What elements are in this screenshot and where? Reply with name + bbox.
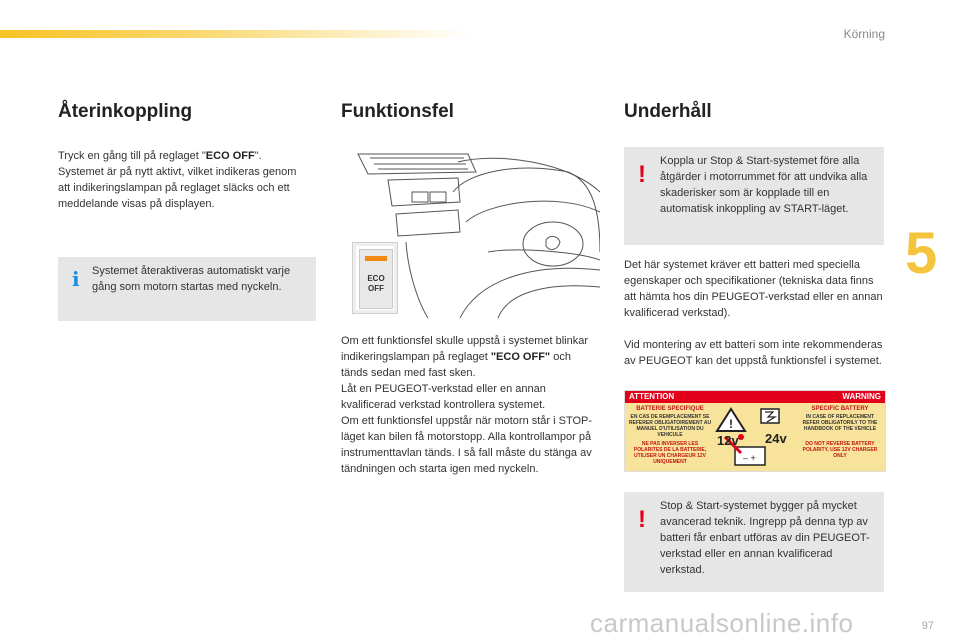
- svg-text:– +: – +: [743, 453, 756, 463]
- col2-paragraph-3: Om ett funktionsfel uppstår när motorn står i STOP-läget kan bilen få motorstopp. Alla kontrollampor på instrumenttavlan tänds. I så fall måste du stänga av tändningen och starta igen med nyckeln.: [341, 415, 593, 475]
- warning-box-1: [624, 147, 884, 245]
- info-icon: i: [72, 267, 80, 291]
- chapter-number: 5: [905, 221, 938, 286]
- col2-paragraph-1: Om ett funktionsfel skulle uppstå i systemet blinkar indikeringslampan på reglaget "ECO OFF" och tänds sedan med fast sken.: [341, 335, 588, 379]
- label-12v: 12v: [717, 433, 739, 448]
- battery-warning-label: [624, 390, 886, 472]
- svg-text:!: !: [729, 417, 733, 431]
- label-en-text: IN CASE OF REPLACEMENT REFER OBLIGATORILY TO THE HANDBOOK OF THE VEHICLE: [802, 414, 878, 432]
- label-fr-title: BATTERIE SPECIFIQUE: [636, 406, 704, 412]
- heading-funktionsfel: Funktionsfel: [341, 101, 454, 122]
- label-attention: ATTENTION: [625, 391, 755, 403]
- warning-icon: !: [638, 161, 646, 188]
- warning-box-2: [624, 492, 884, 592]
- label-en-title: SPECIFIC BATTERY: [811, 406, 869, 412]
- label-en-warning: DO NOT REVERSE BATTERY POLARITY, USE 12V CHARGER ONLY: [802, 441, 878, 459]
- chapter-color-bar: [0, 30, 470, 38]
- warning-icon: !: [638, 506, 646, 533]
- heading-aterinkoppling: Återinkoppling: [58, 101, 193, 122]
- off-label: OFF: [368, 284, 384, 293]
- label-24v: 24v: [765, 431, 787, 446]
- info-box-text: Systemet återaktiveras automatiskt varje gång som motorn startas med nyckeln.: [92, 265, 291, 293]
- label-warning: WARNING: [755, 391, 885, 403]
- page-number: 97: [921, 620, 934, 632]
- col3-paragraph-1: Det här systemet kräver ett batteri med speciella egenskaper och specifikationer (tekniska data finns att hämta hos din PEUGEOT-verkstad eller en annan kvalificerad verkstad).: [624, 259, 883, 319]
- chapter-title: Körning: [843, 27, 885, 41]
- eco-label: ECO: [367, 274, 385, 283]
- info-box: [58, 257, 316, 321]
- label-fr-warning: NE PAS INVERSER LES POLARITES DE LA BATTERIE, UTILISER UN CHARGEUR 12V UNIQUEMENT: [633, 441, 707, 465]
- warning-box-2-text: Stop & Start-systemet bygger på mycket avancerad teknik. Ingrepp på denna typ av batteri får enbart utföras av din PEUGEOT-verkstad eller en annan kvalificerad verkstad.: [660, 500, 870, 576]
- label-pictograms: [715, 407, 795, 467]
- eco-off-button-illustration: [352, 242, 398, 314]
- col2-paragraph-2: Låt en PEUGEOT-verkstad eller en annan kvalificerad verkstad kontrollera systemet.: [341, 383, 546, 411]
- watermark: carmanualsonline.info: [590, 608, 854, 638]
- col1-paragraph: Tryck en gång till på reglaget "ECO OFF". Systemet är på nytt aktivt, vilket indikeras genom att indikeringslampan på reglaget släcks och ett meddelande visas på displayen.: [58, 150, 297, 210]
- col3-paragraph-2: Vid montering av ett batteri som inte rekommenderas av PEUGEOT kan det uppstå funktionsfel i systemet.: [624, 339, 883, 367]
- warning-box-1-text: Koppla ur Stop & Start-systemet före alla åtgärder i motorrummet för att undvika alla skaderisker som är kopplade till en automatisk inkoppling av START-läget.: [660, 155, 868, 215]
- heading-underhall: Underhåll: [624, 101, 712, 122]
- eco-off-indicator-lamp: [365, 256, 387, 261]
- label-fr-text: EN CAS DE REMPLACEMENT SE REFERER OBLIGATOIREMENT AU MANUEL D'UTILISATION DU VEHICULE: [628, 414, 712, 438]
